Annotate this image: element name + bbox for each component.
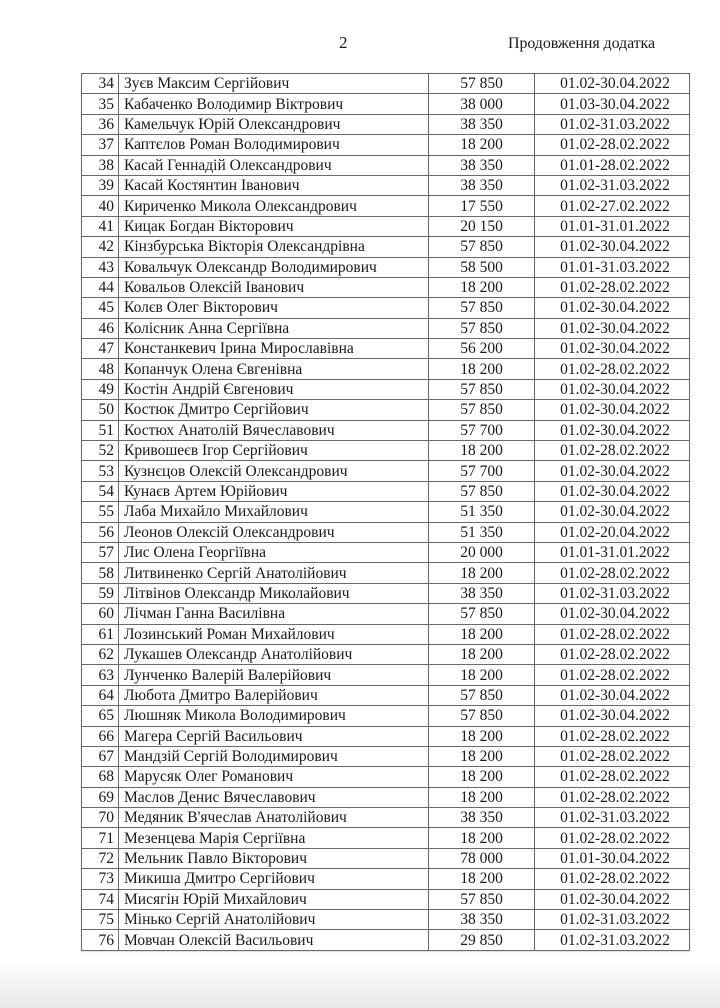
period: 01.01-31.01.2022 xyxy=(535,542,690,562)
table-row xyxy=(82,644,690,664)
person-name: Копанчук Олена Євгенівна xyxy=(119,359,429,379)
person-name: Костюк Дмитро Сергійович xyxy=(119,400,429,420)
row-number: 35 xyxy=(82,94,119,114)
table-row xyxy=(82,441,690,461)
amount: 29 850 xyxy=(429,930,535,950)
person-name: Кабаченко Володимир Віктрович xyxy=(119,94,429,114)
period: 01.02-28.02.2022 xyxy=(535,644,690,664)
amount: 38 350 xyxy=(429,583,535,603)
table-row xyxy=(82,461,690,481)
period: 01.02-30.04.2022 xyxy=(535,889,690,909)
person-name: Мандзій Сергій Володимирович xyxy=(119,746,429,766)
period: 01.01-30.04.2022 xyxy=(535,848,690,868)
person-name: Лис Олена Георгіївна xyxy=(119,542,429,562)
row-number: 73 xyxy=(82,869,119,889)
table-row xyxy=(82,542,690,562)
row-number: 63 xyxy=(82,665,119,685)
table-row xyxy=(82,400,690,420)
row-number: 55 xyxy=(82,502,119,522)
person-name: Леонов Олексій Олександрович xyxy=(119,522,429,542)
row-number: 59 xyxy=(82,583,119,603)
amount: 18 200 xyxy=(429,746,535,766)
period: 01.01-28.02.2022 xyxy=(535,155,690,175)
table-row xyxy=(82,563,690,583)
row-number: 44 xyxy=(82,277,119,297)
table-row xyxy=(82,604,690,624)
period: 01.02-28.02.2022 xyxy=(535,746,690,766)
person-name: Літвінов Олександр Миколайович xyxy=(119,583,429,603)
amount: 38 350 xyxy=(429,910,535,930)
person-name: Магера Сергій Васильович xyxy=(119,726,429,746)
table-row xyxy=(82,726,690,746)
row-number: 47 xyxy=(82,339,119,359)
amount: 57 850 xyxy=(429,400,535,420)
amount: 18 200 xyxy=(429,828,535,848)
table-row xyxy=(82,481,690,501)
table-row xyxy=(82,869,690,889)
period: 01.02-30.04.2022 xyxy=(535,502,690,522)
period: 01.02-30.04.2022 xyxy=(535,318,690,338)
table-row xyxy=(82,114,690,134)
table-row xyxy=(82,665,690,685)
person-name: Мисягін Юрій Михайлович xyxy=(119,889,429,909)
period: 01.02-28.02.2022 xyxy=(535,767,690,787)
amount: 17 550 xyxy=(429,196,535,216)
person-name: Лічман Ганна Василівна xyxy=(119,604,429,624)
table-row xyxy=(82,828,690,848)
row-number: 37 xyxy=(82,135,119,155)
period: 01.02-30.04.2022 xyxy=(535,481,690,501)
amount: 58 500 xyxy=(429,257,535,277)
period: 01.02-28.02.2022 xyxy=(535,563,690,583)
amount: 18 200 xyxy=(429,665,535,685)
person-name: Лунченко Валерій Валерійович xyxy=(119,665,429,685)
row-number: 69 xyxy=(82,787,119,807)
person-name: Лукашев Олександр Анатолійович xyxy=(119,644,429,664)
row-number: 56 xyxy=(82,522,119,542)
period: 01.02-28.02.2022 xyxy=(535,359,690,379)
amount: 57 850 xyxy=(429,481,535,501)
table-row xyxy=(82,767,690,787)
row-number: 76 xyxy=(82,930,119,950)
table-row xyxy=(82,746,690,766)
amount: 57 700 xyxy=(429,461,535,481)
person-name: Кінзбурська Вікторія Олександрівна xyxy=(119,237,429,257)
amount: 57 850 xyxy=(429,706,535,726)
amount: 18 200 xyxy=(429,767,535,787)
period: 01.02-30.04.2022 xyxy=(535,685,690,705)
person-name: Колєв Олег Вікторович xyxy=(119,298,429,318)
amount: 57 850 xyxy=(429,685,535,705)
period: 01.02-30.04.2022 xyxy=(535,339,690,359)
row-number: 75 xyxy=(82,910,119,930)
row-number: 40 xyxy=(82,196,119,216)
amount: 18 200 xyxy=(429,726,535,746)
amount: 78 000 xyxy=(429,848,535,868)
table-row xyxy=(82,706,690,726)
amount: 18 200 xyxy=(429,787,535,807)
person-name: Кунаєв Артем Юрійович xyxy=(119,481,429,501)
period: 01.02-30.04.2022 xyxy=(535,379,690,399)
person-name: Кривошеєв Ігор Сергійович xyxy=(119,441,429,461)
table-row xyxy=(82,155,690,175)
row-number: 52 xyxy=(82,441,119,461)
row-number: 45 xyxy=(82,298,119,318)
row-number: 34 xyxy=(82,74,119,94)
table-row xyxy=(82,135,690,155)
table-row xyxy=(82,930,690,950)
person-name: Микиша Дмитро Сергійович xyxy=(119,869,429,889)
page-number: 2 xyxy=(339,33,348,52)
amount: 38 000 xyxy=(429,94,535,114)
row-number: 72 xyxy=(82,848,119,868)
row-number: 54 xyxy=(82,481,119,501)
table-row xyxy=(82,298,690,318)
table-row xyxy=(82,583,690,603)
period: 01.01-31.01.2022 xyxy=(535,216,690,236)
row-number: 68 xyxy=(82,767,119,787)
row-number: 39 xyxy=(82,175,119,195)
table-row xyxy=(82,94,690,114)
table-row xyxy=(82,318,690,338)
row-number: 62 xyxy=(82,644,119,664)
row-number: 43 xyxy=(82,257,119,277)
period: 01.02-28.02.2022 xyxy=(535,828,690,848)
row-number: 41 xyxy=(82,216,119,236)
table-row xyxy=(82,175,690,195)
period: 01.02-31.03.2022 xyxy=(535,930,690,950)
person-name: Любота Дмитро Валерійович xyxy=(119,685,429,705)
person-name: Лаба Михайло Михайлович xyxy=(119,502,429,522)
person-name: Констанкевич Ірина Мирославівна xyxy=(119,339,429,359)
person-name: Касай Геннадій Олександрович xyxy=(119,155,429,175)
row-number: 70 xyxy=(82,808,119,828)
table-row xyxy=(82,910,690,930)
amount: 18 200 xyxy=(429,277,535,297)
period: 01.02-30.04.2022 xyxy=(535,400,690,420)
amount: 18 200 xyxy=(429,441,535,461)
table-row xyxy=(82,359,690,379)
table-row xyxy=(82,237,690,257)
appendix-table xyxy=(81,73,690,951)
period: 01.02-20.04.2022 xyxy=(535,522,690,542)
period: 01.02-28.02.2022 xyxy=(535,277,690,297)
table-row xyxy=(82,787,690,807)
row-number: 53 xyxy=(82,461,119,481)
person-name: Люшняк Микола Володимирович xyxy=(119,706,429,726)
person-name: Костін Андрій Євгенович xyxy=(119,379,429,399)
person-name: Зуєв Максим Сергійович xyxy=(119,74,429,94)
continuation-label: Продовження додатка xyxy=(508,35,655,52)
row-number: 74 xyxy=(82,889,119,909)
row-number: 51 xyxy=(82,420,119,440)
amount: 51 350 xyxy=(429,502,535,522)
row-number: 64 xyxy=(82,685,119,705)
amount: 57 850 xyxy=(429,318,535,338)
row-number: 36 xyxy=(82,114,119,134)
amount: 18 200 xyxy=(429,644,535,664)
amount: 18 200 xyxy=(429,563,535,583)
period: 01.02-28.02.2022 xyxy=(535,441,690,461)
person-name: Мінько Сергій Анатолійович xyxy=(119,910,429,930)
period: 01.02-31.03.2022 xyxy=(535,910,690,930)
amount: 57 850 xyxy=(429,604,535,624)
person-name: Камельчук Юрій Олександрович xyxy=(119,114,429,134)
person-name: Мовчан Олексій Васильович xyxy=(119,930,429,950)
amount: 20 000 xyxy=(429,542,535,562)
period: 01.02-30.04.2022 xyxy=(535,461,690,481)
table-row xyxy=(82,889,690,909)
amount: 57 700 xyxy=(429,420,535,440)
period: 01.03-30.04.2022 xyxy=(535,94,690,114)
period: 01.02-31.03.2022 xyxy=(535,808,690,828)
row-number: 38 xyxy=(82,155,119,175)
row-number: 49 xyxy=(82,379,119,399)
amount: 51 350 xyxy=(429,522,535,542)
amount: 38 350 xyxy=(429,808,535,828)
person-name: Ковальчук Олександр Володимирович xyxy=(119,257,429,277)
period: 01.01-31.03.2022 xyxy=(535,257,690,277)
period: 01.02-28.02.2022 xyxy=(535,726,690,746)
table-row xyxy=(82,685,690,705)
row-number: 67 xyxy=(82,746,119,766)
table-row xyxy=(82,624,690,644)
amount: 38 350 xyxy=(429,114,535,134)
table-row xyxy=(82,502,690,522)
period: 01.02-28.02.2022 xyxy=(535,869,690,889)
table-row xyxy=(82,808,690,828)
table-row xyxy=(82,257,690,277)
person-name: Кицак Богдан Вікторович xyxy=(119,216,429,236)
amount: 18 200 xyxy=(429,359,535,379)
period: 01.02-30.04.2022 xyxy=(535,706,690,726)
row-number: 48 xyxy=(82,359,119,379)
period: 01.02-30.04.2022 xyxy=(535,74,690,94)
row-number: 61 xyxy=(82,624,119,644)
person-name: Мельник Павло Вікторович xyxy=(119,848,429,868)
table-row xyxy=(82,379,690,399)
person-name: Кириченко Микола Олександрович xyxy=(119,196,429,216)
period: 01.02-31.03.2022 xyxy=(535,583,690,603)
row-number: 58 xyxy=(82,563,119,583)
person-name: Медяник В'ячеслав Анатолійович xyxy=(119,808,429,828)
person-name: Колісник Анна Сергіївна xyxy=(119,318,429,338)
amount: 57 850 xyxy=(429,237,535,257)
row-number: 42 xyxy=(82,237,119,257)
person-name: Лозинський Роман Михайлович xyxy=(119,624,429,644)
amount: 38 350 xyxy=(429,155,535,175)
table-row xyxy=(82,277,690,297)
amount: 20 150 xyxy=(429,216,535,236)
person-name: Костюх Анатолій Вячеславович xyxy=(119,420,429,440)
person-name: Мезенцева Марія Сергіївна xyxy=(119,828,429,848)
person-name: Ковальов Олексій Іванович xyxy=(119,277,429,297)
person-name: Кузнєцов Олексій Олександрович xyxy=(119,461,429,481)
period: 01.02-28.02.2022 xyxy=(535,787,690,807)
period: 01.02-30.04.2022 xyxy=(535,237,690,257)
row-number: 57 xyxy=(82,542,119,562)
period: 01.02-28.02.2022 xyxy=(535,624,690,644)
period: 01.02-28.02.2022 xyxy=(535,665,690,685)
period: 01.02-30.04.2022 xyxy=(535,298,690,318)
amount: 38 350 xyxy=(429,175,535,195)
period: 01.02-30.04.2022 xyxy=(535,604,690,624)
table-row xyxy=(82,216,690,236)
amount: 57 850 xyxy=(429,379,535,399)
amount: 56 200 xyxy=(429,339,535,359)
table-body xyxy=(82,74,690,951)
table-row xyxy=(82,848,690,868)
table-row xyxy=(82,196,690,216)
amount: 57 850 xyxy=(429,74,535,94)
person-name: Марусяк Олег Романович xyxy=(119,767,429,787)
person-name: Касай Костянтин Іванович xyxy=(119,175,429,195)
period: 01.02-28.02.2022 xyxy=(535,135,690,155)
row-number: 71 xyxy=(82,828,119,848)
row-number: 66 xyxy=(82,726,119,746)
amount: 57 850 xyxy=(429,889,535,909)
amount: 57 850 xyxy=(429,298,535,318)
amount: 18 200 xyxy=(429,135,535,155)
person-name: Литвиненко Сергій Анатолійович xyxy=(119,563,429,583)
period: 01.02-31.03.2022 xyxy=(535,114,690,134)
person-name: Каптєлов Роман Володимирович xyxy=(119,135,429,155)
table-row xyxy=(82,74,690,94)
row-number: 60 xyxy=(82,604,119,624)
table-row xyxy=(82,420,690,440)
period: 01.02-31.03.2022 xyxy=(535,175,690,195)
period: 01.02-27.02.2022 xyxy=(535,196,690,216)
row-number: 50 xyxy=(82,400,119,420)
table-row xyxy=(82,339,690,359)
amount: 18 200 xyxy=(429,624,535,644)
row-number: 46 xyxy=(82,318,119,338)
amount: 18 200 xyxy=(429,869,535,889)
row-number: 65 xyxy=(82,706,119,726)
person-name: Маслов Денис Вячеславович xyxy=(119,787,429,807)
table-row xyxy=(82,522,690,542)
period: 01.02-30.04.2022 xyxy=(535,420,690,440)
